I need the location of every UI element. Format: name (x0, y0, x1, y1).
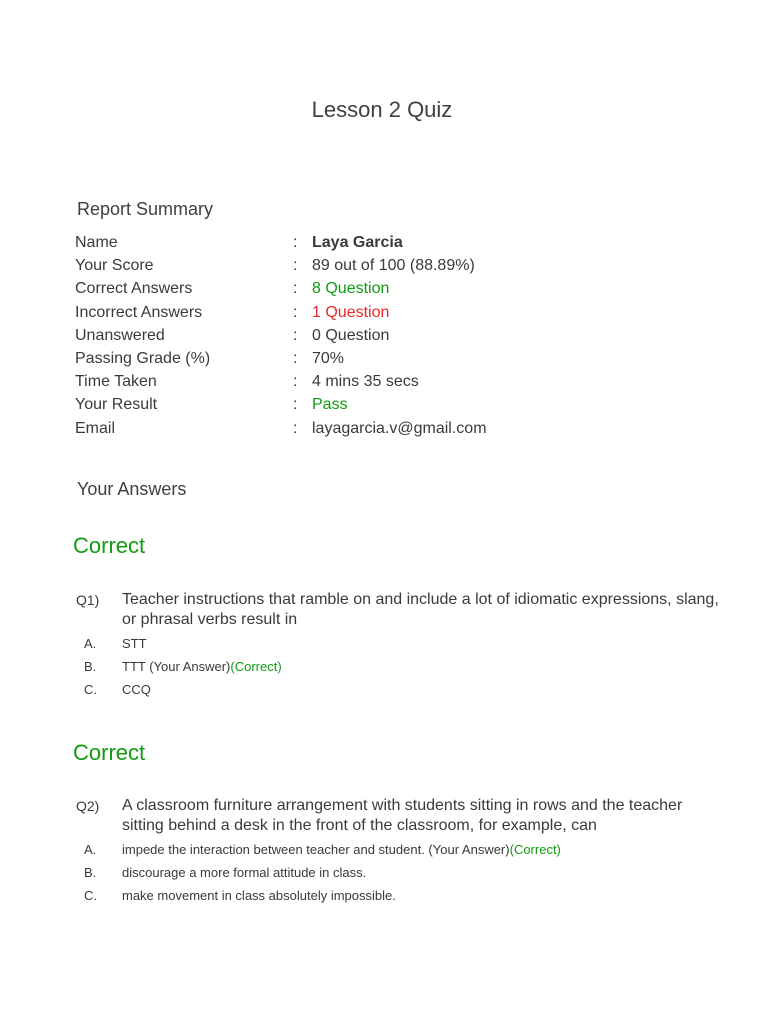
summary-label: Passing Grade (%) (75, 349, 211, 367)
summary-value-unanswered: 0 Question (312, 326, 390, 344)
option-text: STT (122, 636, 147, 651)
summary-row-incorrect (75, 301, 675, 324)
summary-label: Unanswered (75, 326, 165, 344)
summary-separator: : (293, 326, 298, 344)
summary-label: Correct Answers (75, 280, 193, 298)
summary-value-name: Laya Garcia (312, 234, 403, 251)
option-text: impede the interaction between teacher and student. (Your Answer) (122, 842, 510, 857)
summary-value-incorrect: 1 Question (312, 303, 390, 321)
summary-value-correct: 8 Question (312, 280, 390, 298)
option-letter: B. (84, 659, 97, 674)
your-answers-heading: Your Answers (77, 479, 187, 499)
summary-row-time-taken (75, 370, 675, 393)
summary-separator: : (293, 280, 298, 298)
option-text: TTT (Your Answer) (122, 659, 231, 674)
option-text: discourage a more formal attitude in class. (122, 865, 367, 880)
summary-row-unanswered (75, 324, 675, 347)
option-letter: C. (84, 888, 97, 903)
question-block-q2 (76, 796, 726, 907)
page-title: Lesson 2 Quiz (311, 97, 453, 122)
summary-label: Your Score (75, 257, 154, 275)
answer-option-a (84, 632, 726, 655)
option-letter: A. (84, 636, 97, 651)
summary-value-score: 89 out of 100 (88.89%) (312, 257, 475, 275)
summary-row-email (75, 417, 675, 440)
answer-option-a (84, 838, 726, 861)
answer-option-b (84, 861, 726, 884)
option-letter: B. (84, 865, 97, 880)
question-text: A classroom furniture arrangement with students sitting in rows and the teacher sitting behind a desk in the front of the classroom, for example, can (122, 797, 683, 834)
summary-separator: : (293, 303, 298, 321)
summary-label: Your Result (75, 396, 158, 414)
summary-separator: : (293, 349, 298, 367)
question-text: Teacher instructions that ramble on and include a lot of idiomatic expressions, slang, or phrasal verbs result in (122, 591, 719, 628)
report-summary-table (75, 231, 675, 440)
option-letter: C. (84, 682, 97, 697)
summary-row-passing-grade (75, 347, 675, 370)
summary-row-score (75, 254, 675, 277)
summary-label: Time Taken (75, 373, 157, 391)
summary-separator: : (293, 396, 298, 414)
summary-value-email: layagarcia.v@gmail.com (312, 419, 487, 437)
correct-tag: (Correct) (230, 659, 282, 674)
correct-tag: (Correct) (509, 842, 561, 857)
option-letter: A. (84, 842, 97, 857)
summary-separator: : (293, 257, 298, 275)
question-number: Q2) (76, 798, 100, 814)
summary-row-result (75, 393, 675, 416)
summary-row-correct (75, 277, 675, 300)
summary-value-passing-grade: 70% (312, 349, 345, 367)
question-header (76, 590, 726, 630)
summary-label: Email (75, 419, 116, 437)
summary-value-result: Pass (312, 396, 348, 414)
option-text: CCQ (122, 682, 151, 697)
report-summary-heading: Report Summary (77, 199, 214, 219)
answer-option-b (84, 655, 726, 678)
summary-separator: : (293, 234, 298, 251)
question-status-correct: Correct (73, 740, 146, 765)
option-text: make movement in class absolutely impossible. (122, 888, 396, 903)
question-block-q1 (76, 590, 726, 701)
summary-separator: : (293, 419, 298, 437)
summary-row-name (75, 231, 675, 254)
summary-value-time-taken: 4 mins 35 secs (312, 373, 419, 391)
answer-option-c (84, 884, 726, 907)
summary-label: Name (75, 234, 118, 251)
summary-separator: : (293, 373, 298, 391)
summary-label: Incorrect Answers (75, 303, 203, 321)
answer-option-c (84, 678, 726, 701)
question-status-correct: Correct (73, 533, 146, 558)
question-header (76, 796, 726, 836)
question-number: Q1) (76, 592, 100, 608)
